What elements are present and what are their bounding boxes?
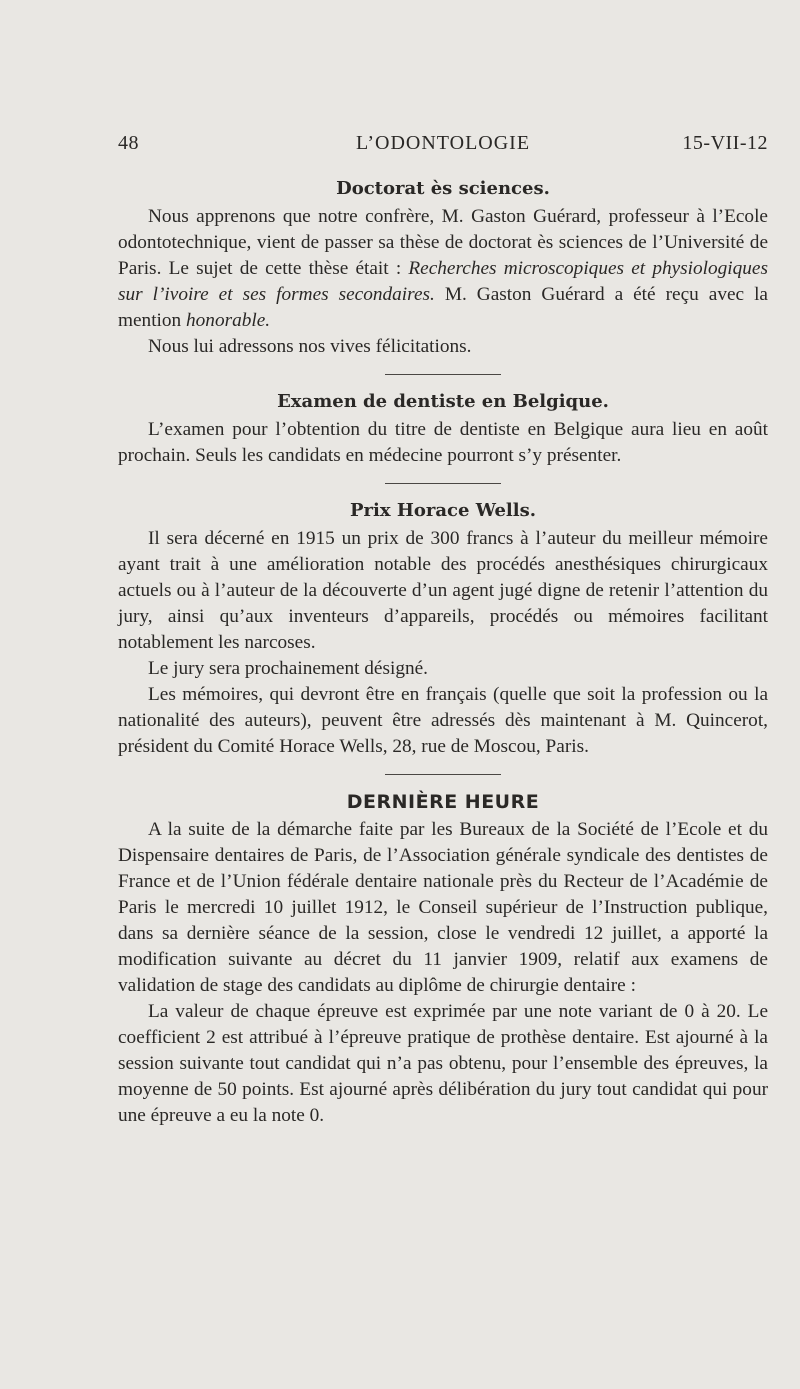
thesis-title: Recherches microscopiques et physiologiques sur l’ivoire et ses formes secondaires. <box>118 258 768 305</box>
paragraph: Les mémoires, qui devront être en français (quelle que soit la profession ou la nationalité des auteurs), peuvent être adressés dès maintenant à M. Quincerot, président du Comité Horace Wells, 28, rue de Moscou, Paris. <box>118 684 768 757</box>
paragraph: La valeur de chaque épreuve est exprimée par une note variant de 0 à 20. Le coefficient 2 est attribué à l’épreuve pratique de prothèse dentaire. Est ajourné à la session suivante tout candidat qui n’a pas obtenu, pour l’ensemble des épreuves, la moyenne de 50 points. Est ajourné après délibération du jury tout candidat qui pour une épreuve a eu la note 0. <box>118 1001 768 1126</box>
paragraph: Le jury sera prochainement désigné. <box>148 658 429 679</box>
paragraph: Il sera décerné en 1915 un prix de 300 francs à l’auteur du meilleur mémoire ayant trait à une amélioration notable des procédés anesthésiques chirurgicaux actuels ou à l’auteur de la découverte d’un agent jugé digne de retenir l’attention du jury, ainsi qu’aux inventeurs d’appareils, procédés ou mémoires facilitant notablement les narcoses. <box>118 528 768 653</box>
running-head <box>118 132 768 160</box>
text-run: M. Gaston Guérard a été reçu avec la mention <box>118 284 768 331</box>
section-heading: DERNIÈRE HEURE <box>346 791 540 813</box>
section-doctorat <box>118 174 768 360</box>
issue-date: 15-VII-12 <box>682 132 768 154</box>
section-heading: Prix Horace Wells. <box>350 500 536 521</box>
section-heading: Examen de dentiste en Belgique. <box>277 391 609 412</box>
article-body <box>118 174 768 1129</box>
section-heading: Doctorat ès sciences. <box>336 178 550 199</box>
paragraph <box>118 204 768 334</box>
section-examen-belgique <box>118 387 768 469</box>
paragraph: Nous lui adressons nos vives félicitations. <box>148 336 472 357</box>
mention-text: honorable. <box>186 310 271 331</box>
paragraph: A la suite de la démarche faite par les Bureaux de la Société de l’Ecole et du Dispensaire dentaires de Paris, de l’Association générale syndicale des dentistes de France et de l’Union fédérale dentaire nationale près du Recteur de l’Académie de Paris le mercredi 10 juillet 1912, le Conseil supérieur de l’Instruction publique, dans sa dernière séance de la session, close le vendredi 12 juillet, a apporté la modification suivante au décret du 11 janvier 1909, relatif aux examens de validation de stage des candidats au diplôme de chirurgie dentaire : <box>118 819 768 996</box>
section-prix-horace-wells <box>118 496 768 760</box>
text-run: Nous apprenons que notre confrère, M. Gaston Guérard, professeur à l’Ecole odontotechnique, vient de passer sa thèse de doctorat ès sciences de l’Université de Paris. Le sujet de cette thèse était : <box>118 206 768 279</box>
journal-title: L’ODONTOLOGIE <box>355 132 531 154</box>
section-derniere-heure <box>118 787 768 1129</box>
paragraph: L’examen pour l’obtention du titre de dentiste en Belgique aura lieu en août prochain. Seuls les candidats en médecine pourront s’y présenter. <box>118 419 768 466</box>
page-number: 48 <box>118 132 139 154</box>
